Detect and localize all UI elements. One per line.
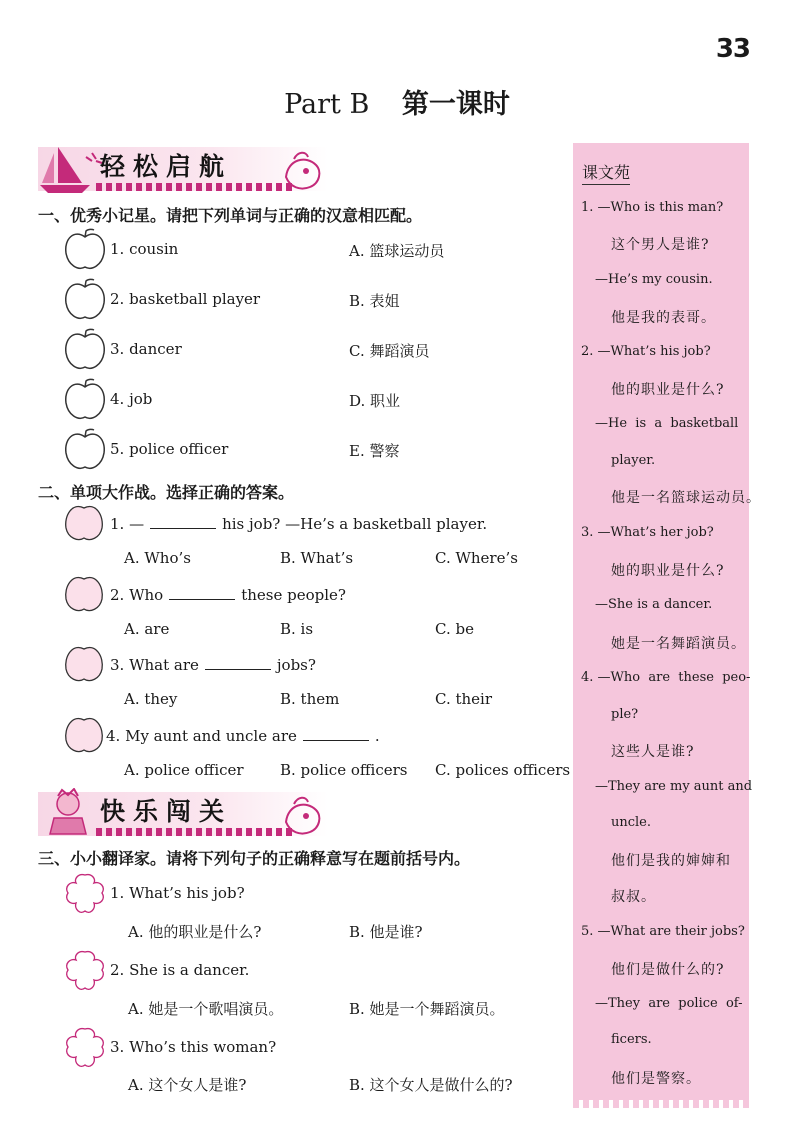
- peach-icon: [62, 504, 106, 544]
- translate-question-3: 3. Who’s this woman?: [110, 1038, 277, 1056]
- match-meaning-4: D. 职业: [349, 392, 401, 410]
- mc-option: B. What’s: [280, 549, 354, 567]
- title-part: Part B: [284, 89, 370, 120]
- sidebar-line: uncle.: [611, 815, 652, 830]
- section1-heading: 一、优秀小记星。请把下列单词与正确的汉意相匹配。: [38, 206, 423, 225]
- page-number: 33: [715, 34, 750, 64]
- sidebar-line: 1. —Who is this man?: [581, 200, 724, 215]
- answer-blank[interactable]: [205, 655, 271, 670]
- answer-blank[interactable]: [303, 726, 369, 741]
- sidebar-line: 他们是做什么的?: [611, 962, 725, 978]
- mc-option: C. be: [435, 620, 474, 638]
- translate-option: B. 这个女人是做什么的?: [349, 1076, 513, 1094]
- match-word-2: 2. basketball player: [110, 290, 261, 308]
- banner-start: [38, 143, 328, 197]
- mc-option: C. their: [435, 690, 493, 708]
- peach-icon: [62, 575, 106, 615]
- sidebar-line: player.: [611, 453, 656, 468]
- sidebar-line: 他是我的表哥。: [611, 310, 716, 326]
- translate-option: A. 他的职业是什么?: [128, 923, 262, 941]
- match-word-5: 5. police officer: [110, 440, 229, 458]
- mc-option: B. police officers: [280, 761, 408, 779]
- peach-icon: [62, 645, 106, 685]
- sidebar-line: 他们是警察。: [611, 1071, 701, 1087]
- banner-challenge-text: 快乐闯关: [100, 797, 233, 826]
- mc-option: A. police officer: [124, 761, 244, 779]
- sidebar-heading: 课文苑: [582, 160, 630, 185]
- sidebar-line: —They are police of-: [595, 996, 743, 1011]
- sidebar-line: 这个男人是谁?: [611, 237, 710, 253]
- banner-challenge: [38, 788, 328, 842]
- flower-icon: [62, 948, 108, 992]
- sidebar-line: 她的职业是什么?: [611, 563, 725, 579]
- rooster-icon: [276, 794, 326, 838]
- page-title: [0, 82, 794, 121]
- sidebar-line: —She is a dancer.: [595, 597, 713, 612]
- sidebar-line: ficers.: [611, 1032, 652, 1047]
- sidebar-line: 3. —What’s her job?: [581, 525, 714, 540]
- match-meaning-1: A. 篮球运动员: [349, 242, 445, 260]
- mc-option: B. is: [280, 620, 314, 638]
- sidebar-line: ple?: [611, 707, 639, 722]
- apple-icon: [62, 227, 108, 273]
- translate-option: A. 这个女人是谁?: [128, 1076, 247, 1094]
- match-meaning-5: E. 警察: [349, 442, 400, 460]
- title-lesson: 第一课时: [401, 89, 510, 120]
- sidebar-line: 他的职业是什么?: [611, 382, 725, 398]
- mc-question-1: 1. — his job? —He’s a basketball player.: [110, 515, 488, 533]
- sidebar-line: 他是一名篮球运动员。: [611, 490, 761, 506]
- mc-option: A. are: [124, 620, 170, 638]
- match-word-4: 4. job: [110, 390, 153, 408]
- sidebar-line: 这些人是谁?: [611, 744, 695, 760]
- sidebar-line: —He is a basketball: [595, 416, 739, 431]
- sidebar-line: 他们是我的婶婶和: [611, 853, 731, 869]
- sidebar-line: 5. —What are their jobs?: [581, 924, 745, 939]
- peach-icon: [62, 716, 106, 756]
- sidebar-line: 2. —What’s his job?: [581, 344, 711, 359]
- mc-option: A. Who’s: [124, 549, 191, 567]
- mc-question-3: 3. What are jobs?: [110, 656, 316, 674]
- mc-option: C. Where’s: [435, 549, 518, 567]
- sidebar-line: 4. —Who are these peo-: [581, 670, 751, 685]
- mc-option: A. they: [124, 690, 178, 708]
- sidebar-line: —He’s my cousin.: [595, 272, 713, 287]
- translate-option: B. 她是一个舞蹈演员。: [349, 1000, 505, 1018]
- match-meaning-3: C. 舞蹈演员: [349, 342, 430, 360]
- match-word-3: 3. dancer: [110, 340, 182, 358]
- mc-option: B. them: [280, 690, 340, 708]
- match-word-1: 1. cousin: [110, 240, 179, 258]
- flower-icon: [62, 1025, 108, 1069]
- answer-blank[interactable]: [150, 514, 216, 529]
- translate-option: B. 他是谁?: [349, 923, 423, 941]
- mc-question-4: 4. My aunt and uncle are .: [106, 727, 380, 745]
- section3-heading: 三、小小翻译家。请将下列句子的正确释意写在题前括号内。: [38, 849, 471, 868]
- mc-option: C. polices officers: [435, 761, 571, 779]
- banner-start-text: 轻松启航: [100, 152, 233, 181]
- mc-question-2: 2. Who these people?: [110, 586, 346, 604]
- section2-heading: 二、单项大作战。选择正确的答案。: [38, 483, 295, 502]
- translate-question-2: 2. She is a dancer.: [110, 961, 250, 979]
- apple-icon: [62, 427, 108, 473]
- translate-option: A. 她是一个歌唱演员。: [128, 1000, 284, 1018]
- translate-question-1: 1. What’s his job?: [110, 884, 245, 902]
- rooster-icon: [276, 149, 326, 193]
- apple-icon: [62, 277, 108, 323]
- answer-blank[interactable]: [169, 585, 235, 600]
- sidebar-line: 她是一名舞蹈演员。: [611, 636, 746, 652]
- flower-icon: [62, 871, 108, 915]
- cartoon-kid-icon: [40, 788, 100, 842]
- sidebar-line: 叔叔。: [611, 889, 656, 905]
- apple-icon: [62, 377, 108, 423]
- apple-icon: [62, 327, 108, 373]
- sidebar-line: —They are my aunt and: [595, 779, 753, 794]
- match-meaning-2: B. 表姐: [349, 292, 400, 310]
